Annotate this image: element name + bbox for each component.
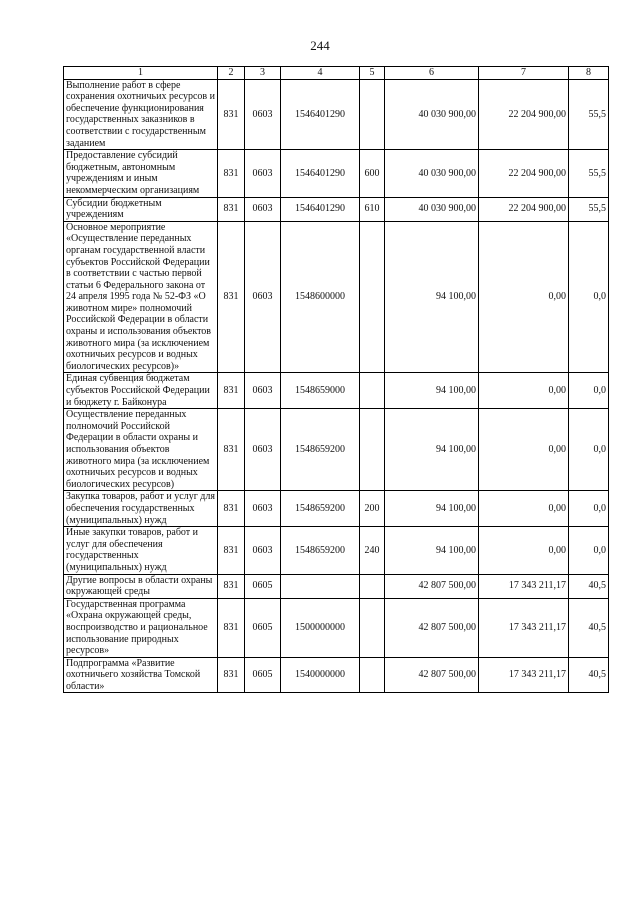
target-code-cell: 1548659000 <box>281 373 360 409</box>
table-row <box>64 221 609 373</box>
row-name-cell: Предоставление субсидий бюджетным, автономным учреждениям и иным некоммерческим организациям <box>64 150 218 197</box>
column-header: 5 <box>360 67 385 80</box>
percent-cell: 40,5 <box>569 657 609 693</box>
actual-amount-cell: 22 204 900,00 <box>479 79 569 150</box>
admin-code-cell: 831 <box>218 197 245 221</box>
table-row <box>64 491 609 527</box>
row-name-cell: Выполнение работ в сфере сохранения охотничьих ресурсов и обеспечение функционирования государственных заказников в соответствии с государственным заданием <box>64 79 218 150</box>
actual-amount-cell: 0,00 <box>479 491 569 527</box>
actual-amount-cell: 17 343 211,17 <box>479 598 569 657</box>
table-row <box>64 574 609 598</box>
admin-code-cell: 831 <box>218 574 245 598</box>
column-header: 8 <box>569 67 609 80</box>
expense-type-cell <box>360 657 385 693</box>
plan-amount-cell: 40 030 900,00 <box>385 150 479 197</box>
table-row <box>64 527 609 574</box>
expense-type-cell <box>360 221 385 373</box>
section-code-cell: 0603 <box>245 373 281 409</box>
plan-amount-cell: 94 100,00 <box>385 373 479 409</box>
row-name-cell: Субсидии бюджетным учреждениям <box>64 197 218 221</box>
column-header: 3 <box>245 67 281 80</box>
target-code-cell: 1540000000 <box>281 657 360 693</box>
row-name-cell: Подпрограмма «Развитие охотничьего хозяйства Томской области» <box>64 657 218 693</box>
expense-type-cell <box>360 409 385 491</box>
target-code-cell: 1500000000 <box>281 598 360 657</box>
percent-cell: 55,5 <box>569 79 609 150</box>
plan-amount-cell: 42 807 500,00 <box>385 574 479 598</box>
target-code-cell: 1546401290 <box>281 150 360 197</box>
section-code-cell: 0603 <box>245 527 281 574</box>
column-header: 7 <box>479 67 569 80</box>
actual-amount-cell: 17 343 211,17 <box>479 657 569 693</box>
section-code-cell: 0603 <box>245 197 281 221</box>
plan-amount-cell: 42 807 500,00 <box>385 657 479 693</box>
admin-code-cell: 831 <box>218 373 245 409</box>
admin-code-cell: 831 <box>218 527 245 574</box>
expense-type-cell <box>360 598 385 657</box>
expense-type-cell <box>360 79 385 150</box>
row-name-cell: Другие вопросы в области охраны окружающей среды <box>64 574 218 598</box>
plan-amount-cell: 42 807 500,00 <box>385 598 479 657</box>
admin-code-cell: 831 <box>218 491 245 527</box>
table-row <box>64 598 609 657</box>
column-header: 4 <box>281 67 360 80</box>
admin-code-cell: 831 <box>218 79 245 150</box>
section-code-cell: 0603 <box>245 79 281 150</box>
table-row <box>64 657 609 693</box>
row-name-cell: Основное мероприятие «Осуществление переданных органам государственной власти субъектов Российской Федерации в соответствии с частью первой статьи 6 Федерального закона от 24 апреля 1995 года № 52-ФЗ «О животном мире» полномочий Российской Федерации в области охраны и использования объектов животного мира (за исключением охотничьих ресурсов и водных биологических ресурсов)» <box>64 221 218 373</box>
plan-amount-cell: 94 100,00 <box>385 527 479 574</box>
row-name-cell: Иные закупки товаров, работ и услуг для обеспечения государственных (муниципальных) нужд <box>64 527 218 574</box>
expense-type-cell <box>360 574 385 598</box>
percent-cell: 0,0 <box>569 373 609 409</box>
column-header: 6 <box>385 67 479 80</box>
expense-type-cell <box>360 373 385 409</box>
section-code-cell: 0603 <box>245 491 281 527</box>
percent-cell: 0,0 <box>569 221 609 373</box>
plan-amount-cell: 94 100,00 <box>385 409 479 491</box>
table-row <box>64 79 609 150</box>
percent-cell: 40,5 <box>569 574 609 598</box>
row-name-cell: Государственная программа «Охрана окружающей среды, воспроизводство и рациональное использование природных ресурсов» <box>64 598 218 657</box>
admin-code-cell: 831 <box>218 150 245 197</box>
percent-cell: 0,0 <box>569 409 609 491</box>
table-header-row <box>64 67 609 80</box>
admin-code-cell: 831 <box>218 409 245 491</box>
plan-amount-cell: 94 100,00 <box>385 221 479 373</box>
target-code-cell: 1548600000 <box>281 221 360 373</box>
target-code-cell: 1546401290 <box>281 197 360 221</box>
percent-cell: 0,0 <box>569 527 609 574</box>
section-code-cell: 0603 <box>245 409 281 491</box>
page-number: 244 <box>310 38 330 53</box>
section-code-cell: 0603 <box>245 221 281 373</box>
table-row <box>64 373 609 409</box>
table-row <box>64 150 609 197</box>
target-code-cell: 1548659200 <box>281 527 360 574</box>
section-code-cell: 0605 <box>245 657 281 693</box>
actual-amount-cell: 22 204 900,00 <box>479 150 569 197</box>
column-header: 2 <box>218 67 245 80</box>
row-name-cell: Единая субвенция бюджетам субъектов Российской Федерации и бюджету г. Байконура <box>64 373 218 409</box>
actual-amount-cell: 0,00 <box>479 409 569 491</box>
row-name-cell: Осуществление переданных полномочий Российской Федерации в области охраны и использования объектов животного мира (за исключением охотничьих ресурсов и водных биологических ресурсов) <box>64 409 218 491</box>
plan-amount-cell: 94 100,00 <box>385 491 479 527</box>
target-code-cell: 1546401290 <box>281 79 360 150</box>
section-code-cell: 0605 <box>245 574 281 598</box>
percent-cell: 40,5 <box>569 598 609 657</box>
plan-amount-cell: 40 030 900,00 <box>385 79 479 150</box>
expense-type-cell: 600 <box>360 150 385 197</box>
percent-cell: 55,5 <box>569 197 609 221</box>
row-name-cell: Закупка товаров, работ и услуг для обеспечения государственных (муниципальных) нужд <box>64 491 218 527</box>
table-row <box>64 197 609 221</box>
target-code-cell: 1548659200 <box>281 491 360 527</box>
section-code-cell: 0603 <box>245 150 281 197</box>
admin-code-cell: 831 <box>218 598 245 657</box>
column-header: 1 <box>64 67 218 80</box>
actual-amount-cell: 0,00 <box>479 373 569 409</box>
actual-amount-cell: 0,00 <box>479 527 569 574</box>
target-code-cell <box>281 574 360 598</box>
admin-code-cell: 831 <box>218 221 245 373</box>
expense-type-cell: 610 <box>360 197 385 221</box>
target-code-cell: 1548659200 <box>281 409 360 491</box>
expense-type-cell: 240 <box>360 527 385 574</box>
actual-amount-cell: 0,00 <box>479 221 569 373</box>
percent-cell: 0,0 <box>569 491 609 527</box>
admin-code-cell: 831 <box>218 657 245 693</box>
percent-cell: 55,5 <box>569 150 609 197</box>
actual-amount-cell: 17 343 211,17 <box>479 574 569 598</box>
section-code-cell: 0605 <box>245 598 281 657</box>
plan-amount-cell: 40 030 900,00 <box>385 197 479 221</box>
table-row <box>64 409 609 491</box>
expense-type-cell: 200 <box>360 491 385 527</box>
budget-table <box>63 66 609 693</box>
actual-amount-cell: 22 204 900,00 <box>479 197 569 221</box>
